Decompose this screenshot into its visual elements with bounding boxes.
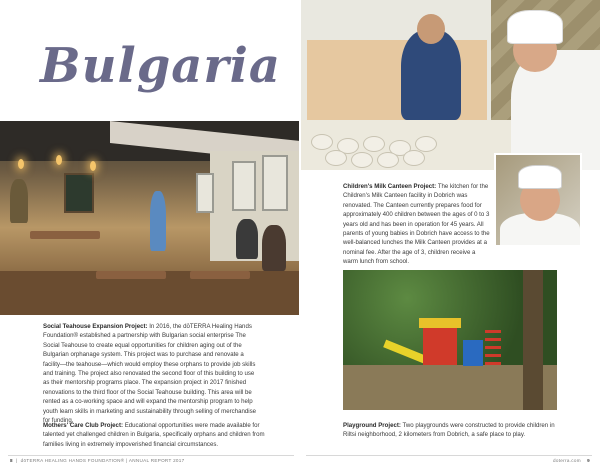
mothers-caption <box>43 421 271 449</box>
page-title: Bulgaria <box>40 38 281 94</box>
footer-left: 8 | dōTERRA HEALING HANDS FOUNDATION® | ANNUAL REPORT 2017 <box>10 458 185 463</box>
playground-heading: Playground Project: <box>343 422 401 429</box>
page-number-left: 8 <box>10 458 13 463</box>
footer-right <box>553 458 590 463</box>
footer-left-text: dōTERRA HEALING HANDS FOUNDATION® | ANNUAL REPORT 2017 <box>20 458 185 463</box>
mothers-heading: Mothers' Care Club Project: <box>43 422 124 429</box>
playground-text: Two playgrounds were constructed to provide children in Riltsi neighborhood, 2 kilometers from Dobrich, a safe place to play. <box>343 422 555 439</box>
chalkboard <box>64 173 94 213</box>
cook-portrait-photo <box>494 153 582 247</box>
teahouse-heading: Social Teahouse Expansion Project: <box>43 323 148 330</box>
milk-canteen-photo <box>301 0 600 170</box>
canteen-text: The kitchen for the Children's Milk Canteen facility in Dobrich was renovated. The Canteen currently prepares food for approximately 400 children between the ages of 0 to 3 years old and has been in operation for 45 years. All parents of young babies in Dobrich have access to the well-balanced lunches the Milk Canteen provides at a nominal fee. After the age of 3, children receive a warm lunch from school. <box>343 183 490 266</box>
mothers-text: Educational opportunities were made available for talented yet challenged children in Bulgaria, specifically orphans and children from families living in extremely impoverished financial circumstances. <box>43 422 265 448</box>
footer-right-text[interactable]: doterra.com <box>553 458 581 463</box>
canteen-heading: Children's Milk Canteen Project: <box>343 183 437 190</box>
teahouse-text: In 2016, the dōTERRA Healing Hands Foundation® established a partnership with Bulgarian social enterprise The Social Teahouse to create equal opportunities for children aging out of the Bulgarian orphanage system. This project was to purchase and renovate a facility—the teahouse—which would employ these orphans to provide job skills and training. The project also renovated the second floor of this building to use as their mentorship programs place. The expansion project in 2017 finished renovations to the third floor of the Social Teahouse building. This area will be rented as a co-working space and will expand the mentorship program to help youth learn skills in marketing and sustainability through selling of merchandise for funding. <box>43 323 257 425</box>
social-teahouse-photo <box>0 121 299 315</box>
playground-photo <box>343 270 557 410</box>
playground-caption <box>343 421 555 440</box>
teahouse-caption <box>43 322 261 425</box>
canteen-caption <box>343 182 490 267</box>
page-number-right: 9 <box>587 458 590 463</box>
